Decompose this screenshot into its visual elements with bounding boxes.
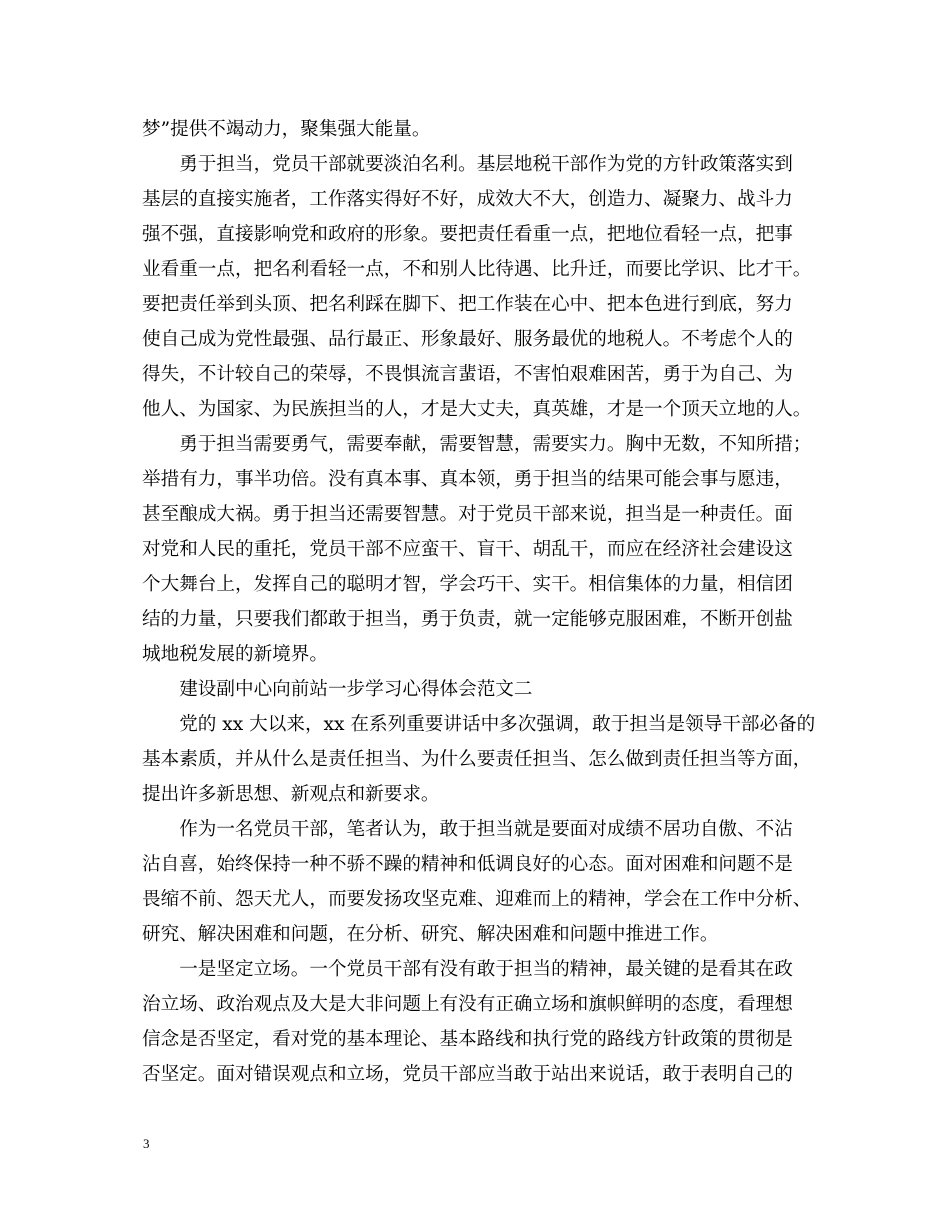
text-line: 基层的直接实施者，工作落实得好不好，成效大不大，创造力、凝聚力、战斗力 (142, 189, 793, 210)
section-heading: 建设副中心向前站一步学习心得体会范文二 (142, 679, 533, 700)
text-line: 甚至酿成大祸。勇于担当还需要智慧。对于党员干部来说，担当是一种责任。面 (142, 504, 793, 525)
text-line: 作为一名党员干部，笔者认为，敢于担当就是要面对成绩不居功自傲、不沾 (142, 819, 793, 840)
text-line: 勇于担当需要勇气，需要奉献，需要智慧，需要实力。胸中无数，不知所措； (142, 434, 812, 455)
text-line: 信念是否坚定，看对党的基本理论、基本路线和执行党的路线方针政策的贯彻是 (142, 1029, 793, 1050)
text-line: 个大舞台上，发挥自己的聪明才智，学会巧干、实干。相信集体的力量，相信团 (142, 574, 793, 595)
text-line: 城地税发展的新境界。 (142, 644, 328, 665)
text-line: 对党和人民的重托，党员干部不应蛮干、盲干、胡乱干，而应在经济社会建设这 (142, 539, 793, 560)
text-line: 沾自喜，始终保持一种不骄不躁的精神和低调良好的心态。面对困难和问题不是 (142, 854, 793, 875)
text-line: 基本素质，并从什么是责任担当、为什么要责任担当、怎么做到责任担当等方面， (142, 749, 812, 770)
text-line: 要把责任举到头顶、把名利踩在脚下、把工作装在心中、把本色进行到底，努力 (142, 294, 793, 315)
text-line: 畏缩不前、怨天尤人，而要发扬攻坚克难、迎难而上的精神，学会在工作中分析、 (142, 889, 812, 910)
text-line: 治立场、政治观点及大是大非问题上有没有正确立场和旗帜鲜明的态度，看理想 (142, 994, 793, 1015)
text-line: 结的力量，只要我们都敢于担当，勇于负责，就一定能够克服困难，不断开创盐 (142, 609, 793, 630)
text-line: 得失，不计较自己的荣辱，不畏惧流言蜚语，不害怕艰难困苦，勇于为自己、为 (142, 364, 793, 385)
text-line: 举措有力，事半功倍。没有真本事、真本领，勇于担当的结果可能会事与愿违， (142, 469, 793, 490)
text-line: 使自己成为党性最强、品行最正、形象最好、服务最优的地税人。不考虑个人的 (142, 329, 793, 350)
text-line: 提出许多新思想、新观点和新要求。 (142, 784, 440, 805)
text-line: 否坚定。面对错误观点和立场，党员干部应当敢于站出来说话，敢于表明自己的 (142, 1064, 793, 1085)
text-line: 强不强，直接影响党和政府的形象。要把责任看重一点，把地位看轻一点，把事 (142, 224, 793, 245)
text-line: 勇于担当，党员干部就要淡泊名利。基层地税干部作为党的方针政策落实到 (142, 154, 793, 175)
text-line: 党的 xx 大以来，xx 在系列重要讲话中多次强调，敢于担当是领导干部必备的 (142, 714, 816, 735)
text-line: 一是坚定立场。一个党员干部有没有敢于担当的精神，最关键的是看其在政 (142, 959, 793, 980)
text-line: 他人、为国家、为民族担当的人，才是大丈夫，真英雄，才是一个顶天立地的人。 (142, 399, 812, 420)
page-number: 3 (143, 1136, 150, 1151)
text-line: 梦”提供不竭动力，聚集强大能量。 (142, 119, 431, 140)
text-line: 业看重一点，把名利看轻一点，不和别人比待遇、比升迁，而要比学识、比才干。 (142, 259, 812, 280)
text-line: 研究、解决困难和问题，在分析、研究、解决困难和问题中推进工作。 (142, 924, 719, 945)
